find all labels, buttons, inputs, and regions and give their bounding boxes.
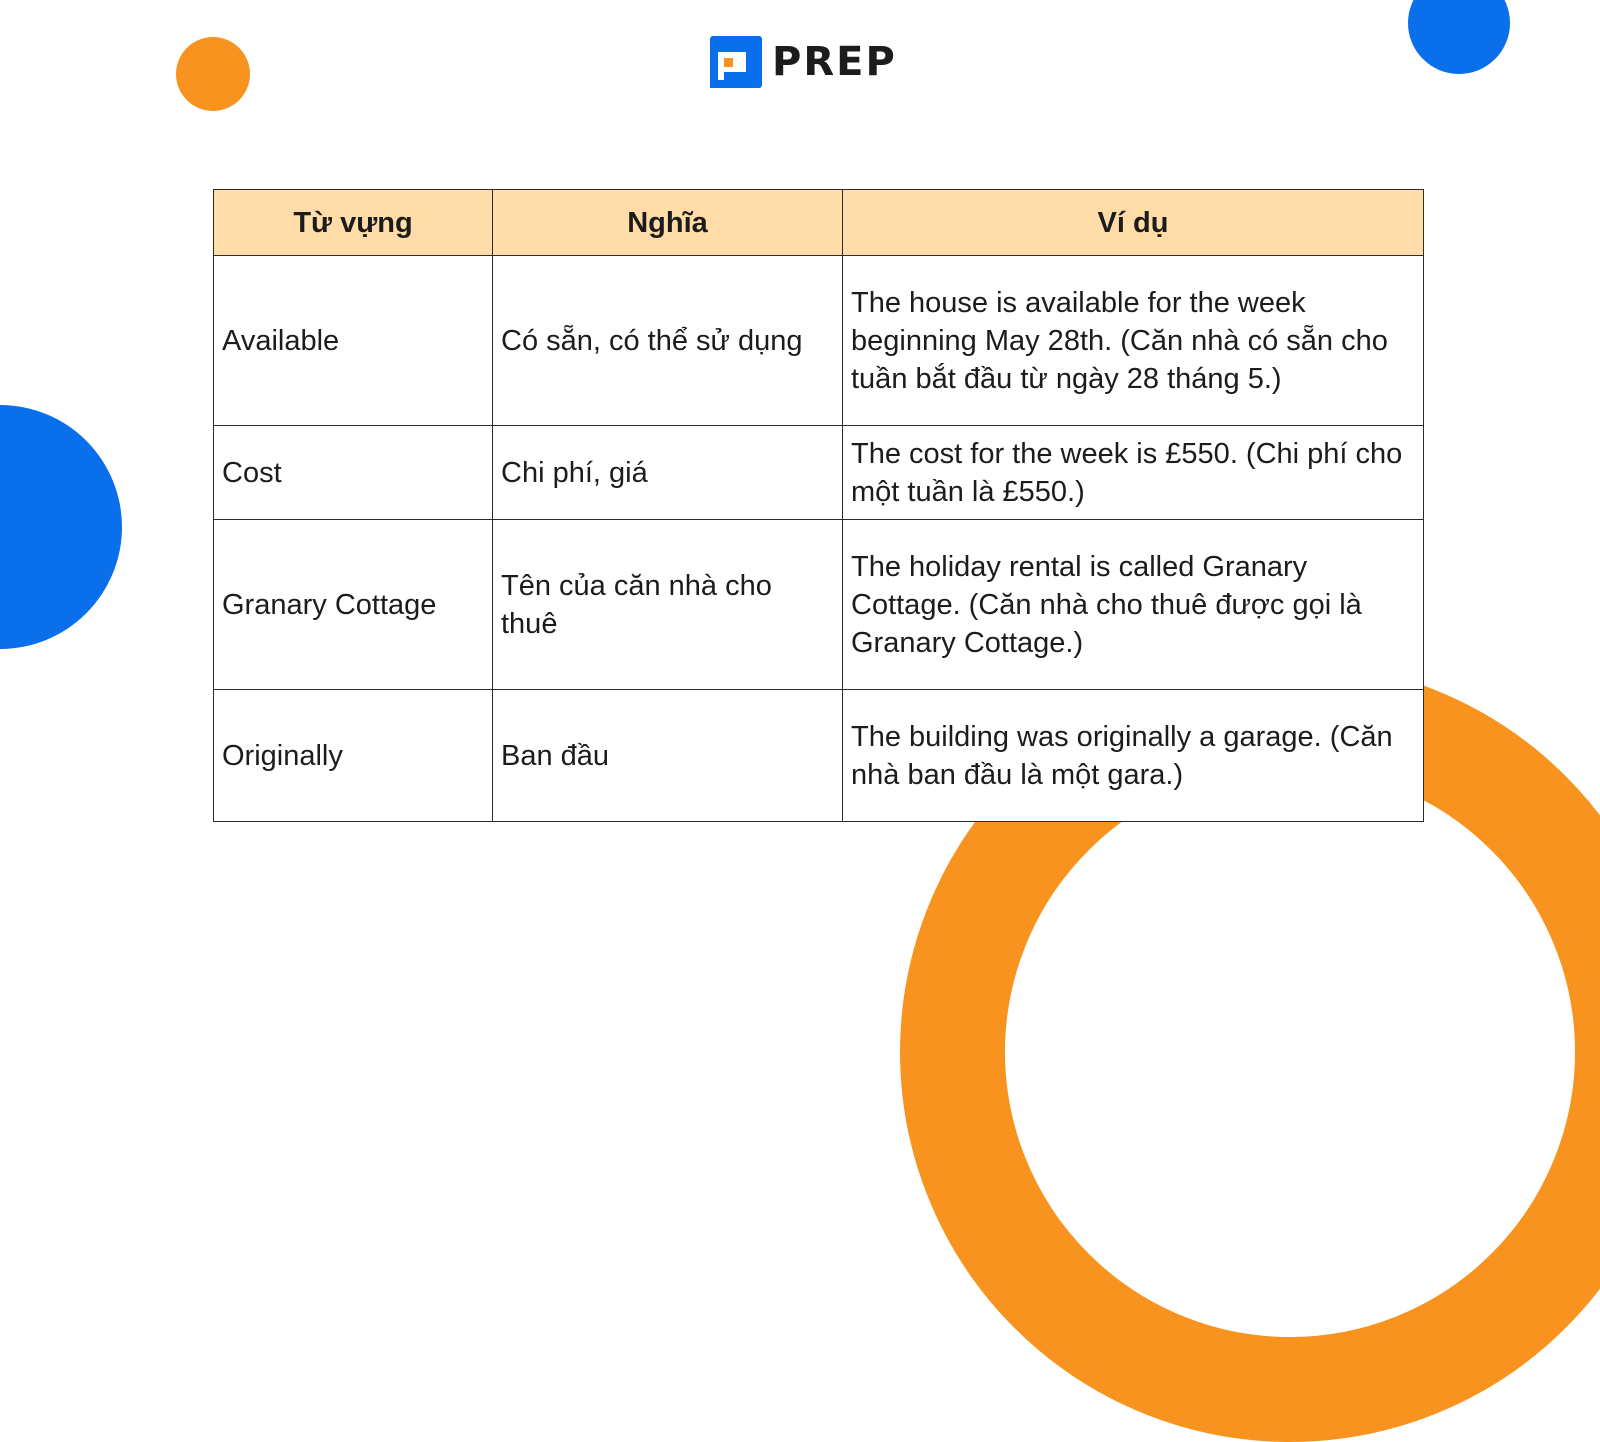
meaning-cell: Ban đầu <box>493 690 843 822</box>
meaning-cell: Chi phí, giá <box>493 426 843 520</box>
table-row <box>214 690 1424 822</box>
word-cell: Granary Cottage <box>214 520 493 690</box>
word-cell: Cost <box>214 426 493 520</box>
word-cell: Available <box>214 256 493 426</box>
prep-logo-mark-icon <box>710 36 762 88</box>
decorative-blue-dot <box>1408 0 1510 74</box>
table-header-row <box>214 190 1424 256</box>
table-row <box>214 426 1424 520</box>
meaning-cell: Có sẵn, có thể sử dụng <box>493 256 843 426</box>
vocabulary-table <box>213 189 1424 822</box>
example-cell: The cost for the week is £550. (Chi phí cho một tuần là £550.) <box>843 426 1424 520</box>
header-cell-meaning: Nghĩa <box>493 190 843 256</box>
word-cell: Originally <box>214 690 493 822</box>
header-cell-word: Từ vựng <box>214 190 493 256</box>
decorative-blue-half-circle <box>0 405 122 649</box>
header-cell-example: Ví dụ <box>843 190 1424 256</box>
example-cell: The house is available for the week beginning May 28th. (Căn nhà có sẵn cho tuần bắt đầu từ ngày 28 tháng 5.) <box>843 256 1424 426</box>
decorative-orange-dot <box>176 37 250 111</box>
example-cell: The building was originally a garage. (Căn nhà ban đầu là một gara.) <box>843 690 1424 822</box>
table-row <box>214 256 1424 426</box>
prep-logo-text: PREP <box>772 39 897 85</box>
table-row <box>214 520 1424 690</box>
example-cell: The holiday rental is called Granary Cottage. (Căn nhà cho thuê được gọi là Granary Cottage.) <box>843 520 1424 690</box>
meaning-cell: Tên của căn nhà cho thuê <box>493 520 843 690</box>
prep-logo <box>710 36 897 88</box>
